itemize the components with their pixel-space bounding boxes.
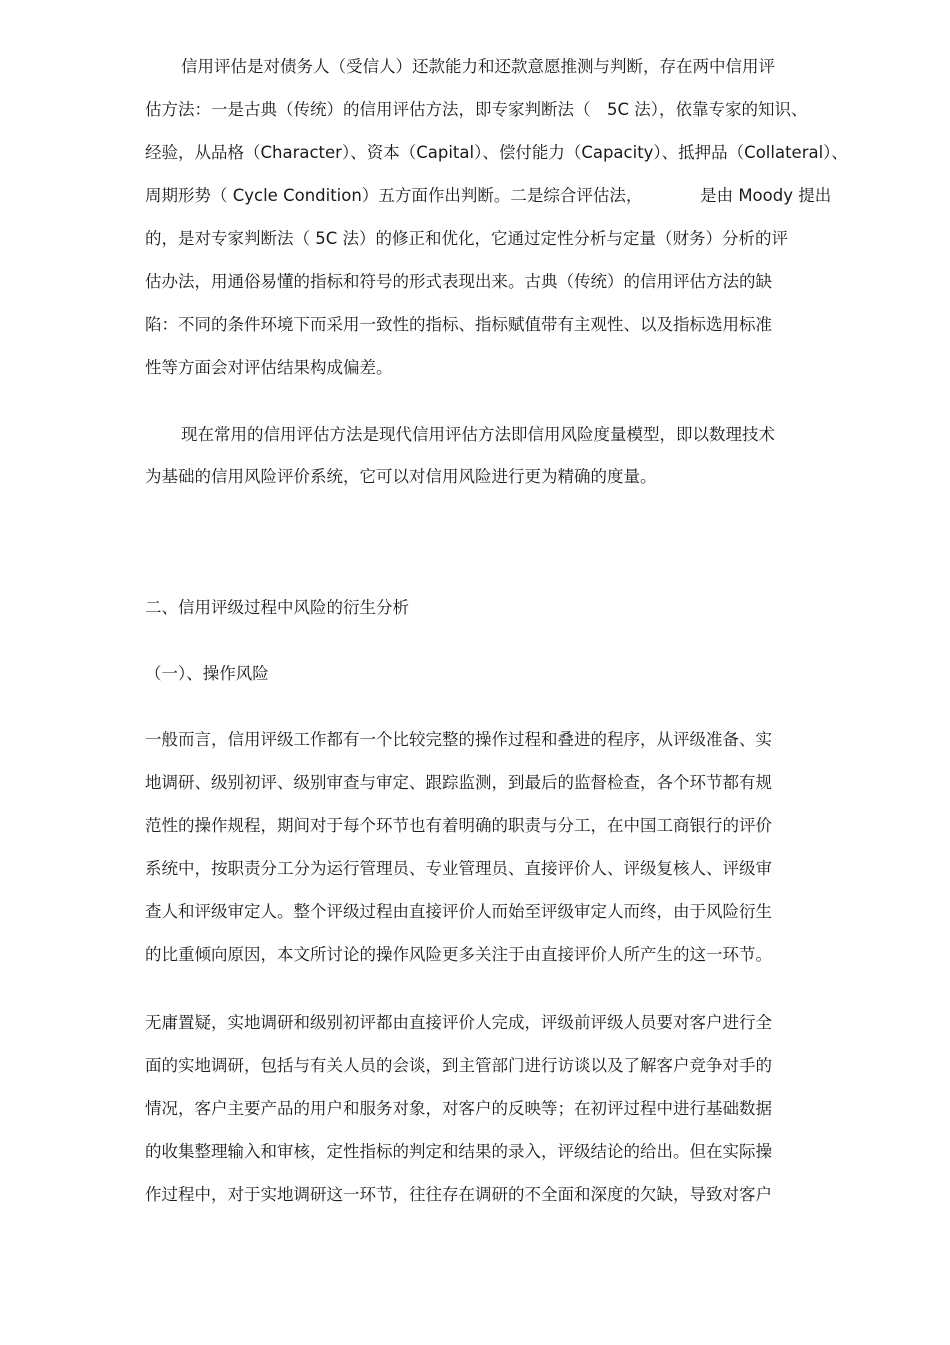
paragraph-1-line-1: 信用评估是对债务人（受信人）还款能力和还款意愿推测与判断，存在两中信用评 (181, 57, 775, 76)
paragraph-4-line-4: 的收集整理输入和审核，定性指标的判定和结果的录入，评级结论的给出。但在实际操 (145, 1142, 772, 1161)
paragraph-3-line-5: 查人和评级审定人。整个评级过程由直接评价人而始至评级审定人而终，由于风险衍生 (145, 902, 772, 921)
paragraph-1-line-6: 估办法，用通俗易懂的指标和符号的形式表现出来。古典（传统）的信用评估方法的缺 (145, 272, 772, 291)
paragraph-1-line-2: 估方法：一是古典（传统）的信用评估方法，即专家判断法（ 5C 法），依靠专家的知识、 (145, 100, 808, 119)
paragraph-4-line-2: 面的实地调研，包括与有关人员的会谈，到主管部门进行访谈以及了解客户竞争对手的 (145, 1056, 772, 1075)
paragraph-4-line-3: 情况，客户主要产品的用户和服务对象，对客户的反映等；在初评过程中进行基础数据 (145, 1099, 772, 1118)
paragraph-2-line-2: 为基础的信用风险评价系统，它可以对信用风险进行更为精确的度量。 (145, 467, 657, 486)
paragraph-3-line-4: 系统中，按职责分工分为运行管理员、专业管理员、直接评价人、评级复核人、评级审 (145, 859, 772, 878)
paragraph-3-line-1: 一般而言，信用评级工作都有一个比较完整的操作过程和叠进的程序，从评级准备、实 (145, 730, 772, 749)
paragraph-2-line-1: 现在常用的信用评估方法是现代信用评估方法即信用风险度量模型，即以数理技术 (181, 425, 775, 444)
paragraph-1-line-7: 陷：不同的条件环境下而采用一致性的指标、指标赋值带有主观性、以及指标选用标准 (145, 315, 772, 334)
section-heading: 二、信用评级过程中风险的衍生分析 (145, 598, 409, 617)
paragraph-3-line-3: 范性的操作规程，期间对于每个环节也有着明确的职责与分工，在中国工商银行的评价 (145, 816, 772, 835)
paragraph-4-line-1: 无庸置疑，实地调研和级别初评都由直接评价人完成，评级前评级人员要对客户进行全 (145, 1013, 772, 1032)
paragraph-1-line-4: 周期形势（ Cycle Condition）五方面作出判断。二是综合评估法， 是由 Moody 提出 (145, 186, 832, 205)
paragraph-4-line-5: 作过程中，对于实地调研这一环节，往往存在调研的不全面和深度的欠缺，导致对客户 (145, 1185, 772, 1204)
paragraph-1-line-3: 经验，从品格（Character）、资本（Capital）、偿付能力（Capacity）、抵押品（Collateral）、 (145, 143, 848, 162)
paragraph-3-line-2: 地调研、级别初评、级别审查与审定、跟踪监测，到最后的监督检查，各个环节都有规 (145, 773, 772, 792)
subsection-heading: （一）、操作风险 (145, 664, 269, 683)
paragraph-1-line-5: 的，是对专家判断法（ 5C 法）的修正和优化，它通过定性分析与定量（财务）分析的评 (145, 229, 789, 248)
paragraph-3-line-6: 的比重倾向原因，本文所讨论的操作风险更多关注于由直接评价人所产生的这一环节。 (145, 945, 772, 964)
paragraph-1-line-8: 性等方面会对评估结果构成偏差。 (145, 358, 393, 377)
